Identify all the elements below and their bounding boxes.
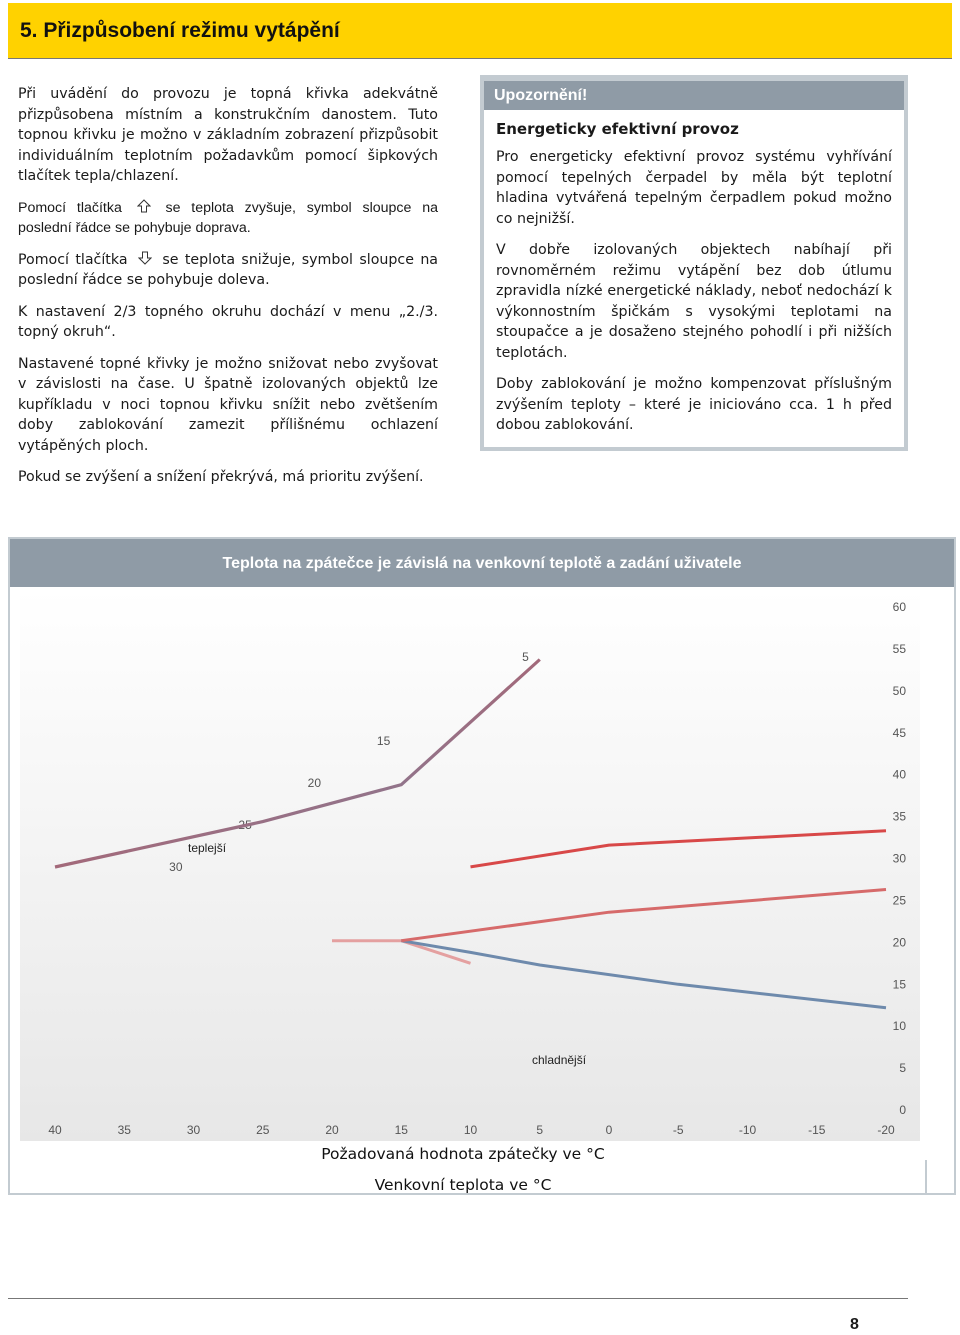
chart-svg bbox=[10, 539, 954, 1193]
y-tick-label: 40 bbox=[892, 767, 906, 782]
x-tick-label: 0 bbox=[605, 1123, 613, 1137]
x-tick-label: 20 bbox=[325, 1123, 339, 1137]
notice-box bbox=[480, 75, 908, 451]
y-tick-label: 50 bbox=[892, 683, 906, 698]
diagonal-tick-label: 20 bbox=[307, 776, 321, 790]
x-axis-label: Venkovní teplota ve °C bbox=[374, 1176, 552, 1193]
notice-paragraph: Doby zablokování je možno kompenzovat příslušným zvýšením teploty – které je iniciováno cca. 1 h před dobou zablokování. bbox=[496, 376, 892, 433]
chart-box-notch bbox=[925, 1160, 958, 1195]
increase-paragraph: Pomocí tlačítka se teplota zvyšuje, symbol sloupce na poslední řádce se pohybuje doprava. bbox=[18, 199, 438, 236]
notice-title: Upozornění! bbox=[484, 81, 904, 110]
down-arrow-icon bbox=[138, 251, 152, 265]
x-tick-label: 5 bbox=[536, 1123, 544, 1137]
section-title bbox=[8, 3, 952, 58]
notice-heading: Energeticky efektivní provoz bbox=[496, 120, 739, 138]
diagonal-tick-label: 25 bbox=[238, 818, 252, 832]
header-divider bbox=[8, 58, 952, 59]
time-curve-paragraph: Nastavené topné křivky je možno snižovat nebo zvyšovat v závislosti na čase. U špatně izolovaných objektů lze kupříkladu v noci topnou křivku snížit nebo zvětšením doby zablokování zamezit přílišnému ochlazení vytápěných ploch. bbox=[18, 355, 438, 454]
x-tick-label: 40 bbox=[48, 1123, 62, 1137]
y-tick-label: 5 bbox=[899, 1061, 906, 1076]
y-tick-label: 30 bbox=[892, 851, 906, 866]
left-text-column bbox=[18, 84, 438, 499]
page-number: 8 bbox=[850, 1316, 859, 1333]
y-tick-label: 15 bbox=[892, 977, 906, 992]
diagonal-tick-label: 30 bbox=[169, 860, 183, 874]
y-axis-label: Požadovaná hodnota zpátečky ve °C bbox=[321, 1145, 605, 1163]
x-tick-label: 25 bbox=[256, 1123, 270, 1137]
y-tick-label: 25 bbox=[892, 893, 906, 908]
x-tick-label: 30 bbox=[186, 1123, 201, 1137]
priority-paragraph: Pokud se zvýšení a snížení překrývá, má prioritu zvýšení. bbox=[18, 469, 424, 485]
footer-divider bbox=[8, 1298, 908, 1299]
section-title-text: 5. Přizpůsobení režimu vytápění bbox=[20, 19, 340, 42]
y-tick-label: 45 bbox=[892, 725, 906, 740]
y-tick-label: 0 bbox=[899, 1103, 906, 1117]
x-tick-label: -20 bbox=[877, 1123, 895, 1137]
heating-curve-chart bbox=[8, 537, 956, 1195]
up-arrow-icon bbox=[137, 199, 151, 213]
x-tick-label: 15 bbox=[394, 1123, 408, 1137]
y-tick-label: 20 bbox=[892, 935, 906, 950]
y-tick-label: 55 bbox=[892, 641, 906, 656]
decrease-paragraph: Pomocí tlačítka se teplota snižuje, symbol sloupce na poslední řádce se pohybuje doleva. bbox=[18, 251, 438, 288]
notice-body bbox=[484, 110, 904, 436]
notice-paragraph: V dobře izolovaných objektech nabíhají při rovnoměrném režimu vytápění bez dob útlumu zpravidla nízké energetické náklady, neboť nedochází k výkonnostním špičkám s vysokými teplotami na stoupačce a je dosaženo stejného pohodlí i při nižších teplotách. bbox=[496, 242, 892, 361]
intro-paragraph: Při uvádění do provozu je topná křivka adekvátně přizpůsobena místním a konstrukčním danostem. Tuto topnou křivku je možno v základním zobrazení přizpůsobit individuálním teplotním požadavkům pomocí šipkových tlačítek tepla/chlazení. bbox=[18, 86, 438, 184]
notice-paragraph: Pro energeticky efektivní provoz systému vyhřívání pomocí tepelných čerpadel by měla být teplotní hladina vytvářená tepelným čerpadlem pokud možno co nejnižší. bbox=[496, 149, 892, 227]
chart-title: Teplota na zpátečce je závislá na venkovní teplotě a zadání uživatele bbox=[10, 539, 954, 587]
annotation-warmer: teplejší bbox=[188, 841, 227, 855]
y-tick-label: 60 bbox=[892, 600, 906, 614]
plot-area bbox=[20, 589, 920, 1141]
x-tick-label: -5 bbox=[672, 1123, 684, 1137]
diagonal-tick-label: 15 bbox=[376, 734, 391, 748]
diagonal-tick-label: 5 bbox=[522, 650, 529, 664]
annotation-colder: chladnější bbox=[532, 1053, 587, 1067]
menu-paragraph: K nastavení 2/3 topného okruhu dochází v menu „2./3. topný okruh“. bbox=[18, 303, 438, 340]
x-tick-label: 35 bbox=[117, 1123, 131, 1137]
x-tick-label: -10 bbox=[738, 1123, 757, 1137]
y-tick-label: 35 bbox=[892, 809, 906, 824]
x-tick-label: 10 bbox=[463, 1123, 478, 1137]
x-tick-label: -15 bbox=[808, 1123, 826, 1137]
y-tick-label: 10 bbox=[892, 1019, 906, 1034]
